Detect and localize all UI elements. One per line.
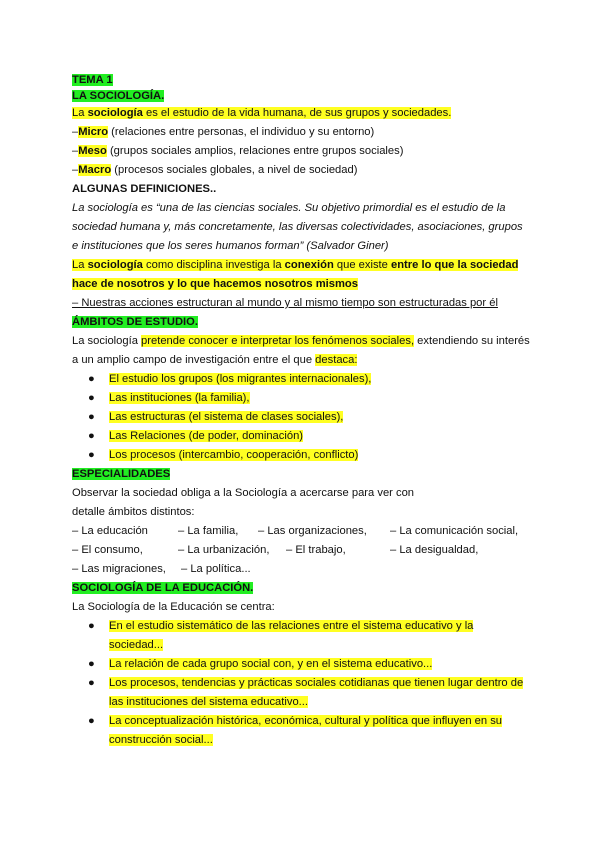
document-page (72, 72, 532, 750)
bullet-icon: ● (88, 449, 95, 461)
quote-line-3: e instituciones que los seres humanos forman” (Salvador Giner) (72, 240, 389, 252)
especialidades-intro-2: detalle ámbitos distintos: (72, 506, 195, 518)
ambitos-list (72, 370, 532, 465)
especialidades-row: – La educación – La familia, – Las organizaciones, – La comunicación social, (72, 525, 519, 537)
connection-line-1: La sociología como disciplina investiga la conexión que existe entre lo que la sociedad (72, 259, 519, 271)
educacion-intro: La Sociología de la Educación se centra: (72, 601, 275, 613)
quote-line-2: sociedad humana y, más concretamente, las diversas colectividades, asociaciones, grupos (72, 221, 523, 233)
level-macro: –Macro (procesos sociales globales, a nivel de sociedad) (72, 164, 358, 176)
list-item: ● Las Relaciones (de poder, dominación) (72, 427, 532, 446)
bullet-icon: ● (88, 373, 95, 385)
actions-line: – Nuestras acciones estructuran al mundo y al mismo tiempo son estructuradas por él (72, 297, 498, 309)
tema-heading: TEMA 1 (72, 74, 113, 86)
bullet-icon: ● (88, 658, 95, 670)
connection-line-2: hace de nosotros y lo que hacemos nosotros mismos (72, 278, 358, 290)
list-item: ● Las estructuras (el sistema de clases sociales), (72, 408, 532, 427)
educacion-list (72, 617, 532, 750)
list-item: ● La relación de cada grupo social con, y en el sistema educativo... (72, 655, 532, 674)
educacion-heading: SOCIOLOGÍA DE LA EDUCACIÓN. (72, 582, 254, 594)
ambitos-heading: ÁMBITOS DE ESTUDIO. (72, 316, 198, 328)
list-item: ● La conceptualización histórica, económica, cultural y política que influyen en su construcción social... (72, 712, 532, 750)
bullet-icon: ● (88, 392, 95, 404)
list-item: ● En el estudio sistemático de las relaciones entre el sistema educativo y la sociedad... (72, 617, 532, 655)
especialidades-row: – Las migraciones, – La política... (72, 563, 251, 575)
ambitos-intro-1: La sociología pretende conocer e interpretar los fenómenos sociales, extendiendo su interés (72, 335, 530, 347)
bullet-icon: ● (88, 411, 95, 423)
title-heading: LA SOCIOLOGÍA. (72, 90, 165, 102)
bullet-icon: ● (88, 620, 95, 632)
list-item: ● El estudio los grupos (los migrantes internacionales), (72, 370, 532, 389)
definitions-heading: ALGUNAS DEFINICIONES.. (72, 183, 217, 195)
level-micro: –Micro (relaciones entre personas, el individuo y su entorno) (72, 126, 375, 138)
intro-line: La sociología es el estudio de la vida humana, de sus grupos y sociedades. (72, 107, 452, 119)
especialidades-row: – El consumo, – La urbanización, – El trabajo, – La desigualdad, (72, 544, 479, 556)
list-item: ● Los procesos, tendencias y prácticas sociales cotidianas que tienen lugar dentro de las instituciones del sistema educativo... (72, 674, 532, 712)
level-meso: –Meso (grupos sociales amplios, relaciones entre grupos sociales) (72, 145, 404, 157)
especialidades-heading: ESPECIALIDADES (72, 468, 171, 480)
especialidades-intro-1: Observar la sociedad obliga a la Sociología a acercarse para ver con (72, 487, 415, 499)
bullet-icon: ● (88, 677, 95, 689)
list-item: ● Los procesos (intercambio, cooperación, conflicto) (72, 446, 532, 465)
list-item: ● Las instituciones (la familia), (72, 389, 532, 408)
quote-line-1: La sociología es “una de las ciencias sociales. Su objetivo primordial es el estudio de la (72, 202, 506, 214)
ambitos-intro-2: a un amplio campo de investigación entre el que destaca: (72, 354, 358, 366)
bullet-icon: ● (88, 715, 95, 727)
bullet-icon: ● (88, 430, 95, 442)
